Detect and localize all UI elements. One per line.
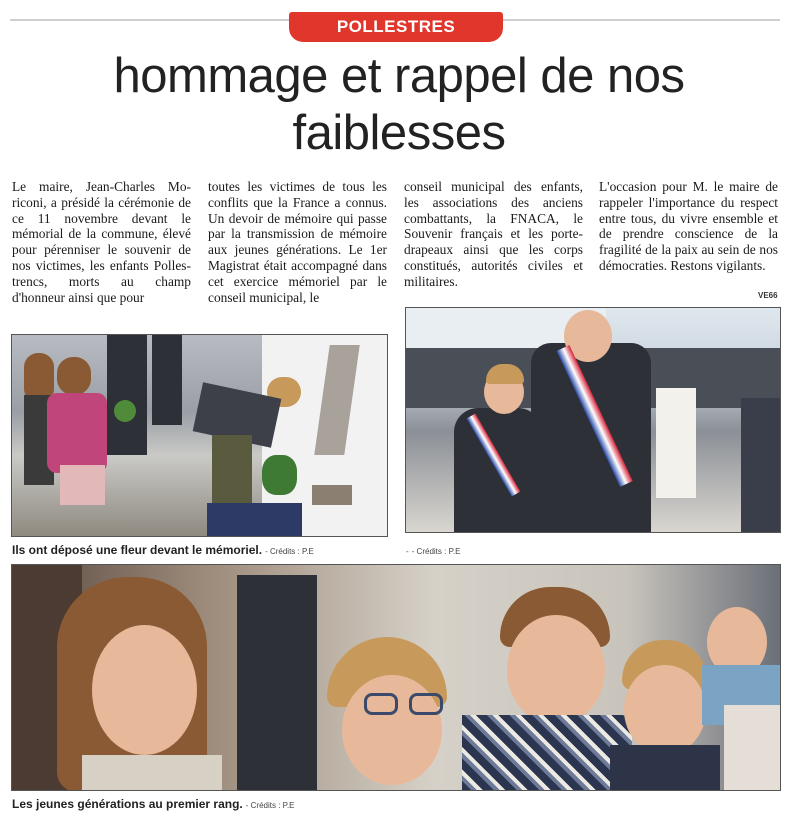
caption-text: Ils ont déposé une fleur devant le mémoriel. [12,543,263,557]
photo-caption-3 [12,797,295,811]
headline: hommage et rappel de nos faiblesses [113,49,685,160]
article-column-3: conseil municipal des enfants, les associations des anciens combattants, la FNACA, le Souvenir français et les porte-drapeaux ainsi que les corps constitués, autorités civiles et militaires. [404,179,583,289]
photo-flower-laying [11,334,388,537]
photo-caption-1 [12,543,314,557]
photo-credit: - Crédits : P.E [245,801,295,810]
article-column-1: Le maire, Jean-Charles Moriconi, a présidé la cérémonie de ce 11 novembre devant le mémorial de la commune, élevé pour pérenniser le souvenir de nos victimes, les enfants Pollestrencs, morts au champ d'honneur ainsi que pour [12,179,191,305]
author-signature: VE66 [758,291,778,300]
article-column-4: L'occasion pour M. le maire de rappeler l'importance du respect entre tous, du vivre ensemble et de prendre conscience de la fragilité de la paix au sein de nos démocraties. Restons vigilants. [599,179,778,273]
caption-text: Les jeunes générations au premier rang. [12,797,243,811]
article-column-2: toutes les victimes de tous les conflits que la France a connus. Un devoir de mémoire qui passe par la transmission de mémoire aux jeunes générations. Le 1er Magistrat était accompagné dans cet exercice mémoriel par le conseil municipal, le [208,179,387,305]
caption-text: - [406,547,409,556]
photo-caption-2 [406,543,460,557]
photo-young-generation [11,564,781,791]
photo-credit: - Crédits : P.E [411,547,461,556]
section-tab: POLLESTRES [289,12,503,42]
photo-mayor-and-child [405,307,781,533]
photo-credit: - Crédits : P.E [265,547,314,556]
